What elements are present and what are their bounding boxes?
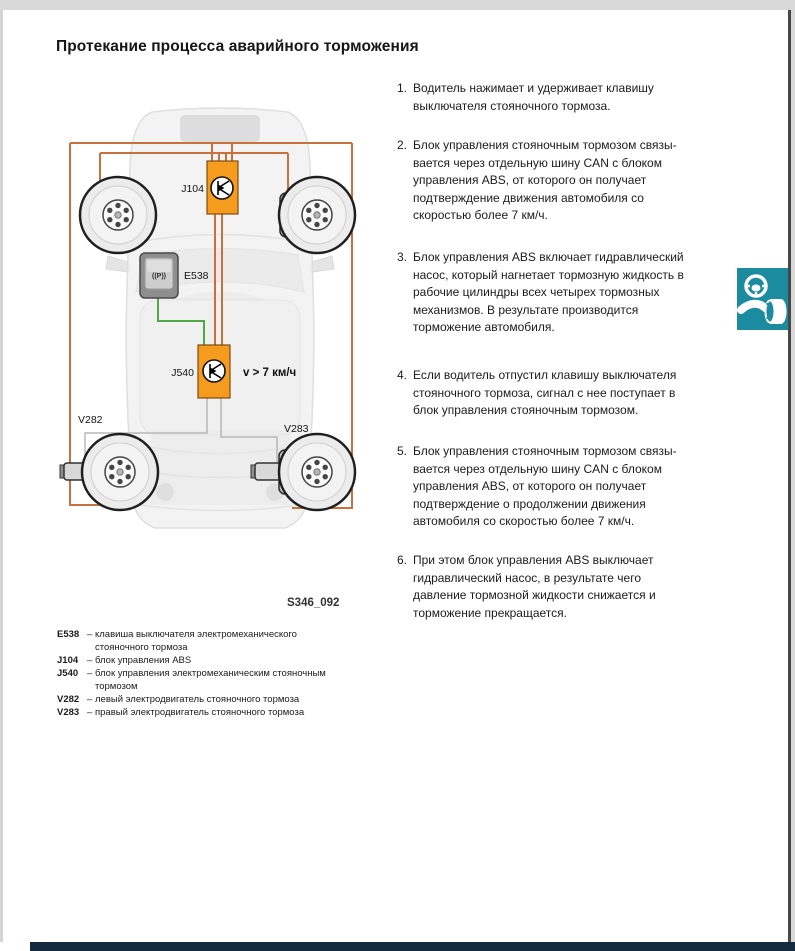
step-text: Блок управления стояночным тормозом связы- вается через отдельную шину CAN с блоком управления ABS, от которого он получает подтверждение о продолжении движения автомобиля со скоростью более 7 км/ч. [413, 444, 677, 528]
step-number: 3. [397, 250, 408, 264]
label-v282: V282 [78, 414, 103, 426]
step-item [397, 367, 676, 420]
scan-edge-left [0, 10, 3, 942]
legend-row [57, 693, 299, 706]
label-v283: V283 [284, 423, 309, 435]
legend-desc: левый электродвигатель стояночного тормоза [95, 694, 300, 705]
legend-dash: – [87, 707, 93, 718]
steering-wheel-brake-drum-icon [737, 268, 788, 330]
roof-panel [180, 115, 260, 142]
label-j540: J540 [171, 367, 194, 379]
scan-edge-top [0, 0, 795, 10]
step-text: Водитель нажимает и удерживает клавишу выключателя стояночного тормоза. [413, 81, 654, 113]
step-text: При этом блок управления ABS выключает гидравлический насос, в результате чего давление тормозной жидкости снижается и торможение прекращается. [413, 553, 656, 620]
parking-brake-button [140, 253, 178, 298]
step-number: 2. [397, 138, 408, 152]
abs-control-unit [207, 161, 238, 214]
figure-code: S346_092 [287, 597, 340, 609]
legend-desc: клавиша выключателя электромеханического стояночного тормоза [95, 629, 297, 653]
brake-system-diagram [55, 100, 375, 615]
step-item [397, 249, 684, 337]
epb-control-unit [198, 345, 230, 398]
step-item [397, 443, 677, 531]
step-item [397, 80, 654, 115]
legend-row [57, 654, 191, 667]
legend-desc: блок управления ABS [95, 655, 192, 666]
wheel-rear-left [60, 434, 158, 510]
legend-desc: правый электродвигатель стояночного тормоза [95, 707, 305, 718]
step-number: 4. [397, 368, 408, 382]
legend-dash: – [87, 668, 93, 679]
wheel-front-left [80, 177, 156, 253]
legend-term: V282 [57, 694, 80, 705]
legend-term: E538 [57, 629, 80, 640]
step-text: Если водитель отпустил клавишу выключателя стояночного тормоза, сигнал с нее поступает в блок управления стояночным тормозом. [413, 368, 677, 417]
label-e538: E538 [184, 270, 209, 282]
legend-dash: – [87, 694, 93, 705]
scan-edge-right [791, 10, 795, 942]
legend-dash: – [87, 655, 93, 666]
legend-term: J104 [57, 655, 79, 666]
step-item [397, 552, 656, 622]
step-number: 1. [397, 81, 408, 95]
legend-term: J540 [57, 668, 79, 679]
step-text: Блок управления ABS включает гидравлический насос, который нагнетает тормозную жидкость в рабочие цилиндры всех четырех тормозных механизмов. В результате производится торможение автомобиля. [413, 250, 684, 334]
footer-rule [30, 942, 795, 951]
step-text: Блок управления стояночным тормозом связы- вается через отдельную шину CAN с блоком управления ABS, от которого он получает подтверждение движения автомобиля со скоростью более 7 км/ч. [413, 138, 677, 222]
right-mirror [312, 256, 334, 272]
legend-desc: блок управления электромеханическим стояночным тормозом [95, 668, 326, 692]
label-j104: J104 [181, 183, 204, 195]
wheel-front-right [279, 177, 355, 253]
step-item [397, 137, 677, 225]
parking-brake-button-icon: ((P)) [152, 273, 166, 280]
legend-row [57, 706, 304, 719]
page-title: Протекание процесса аварийного торможения [56, 38, 419, 55]
step-number: 5. [397, 444, 408, 458]
left-mirror [106, 256, 128, 272]
step-number: 6. [397, 553, 408, 567]
legend-dash: – [87, 629, 93, 640]
label-speed-condition: v > 7 км/ч [243, 367, 297, 379]
legend-row [57, 667, 326, 693]
legend-term: V283 [57, 707, 80, 718]
legend-row [57, 628, 297, 654]
parking-brake-motor [255, 463, 281, 480]
